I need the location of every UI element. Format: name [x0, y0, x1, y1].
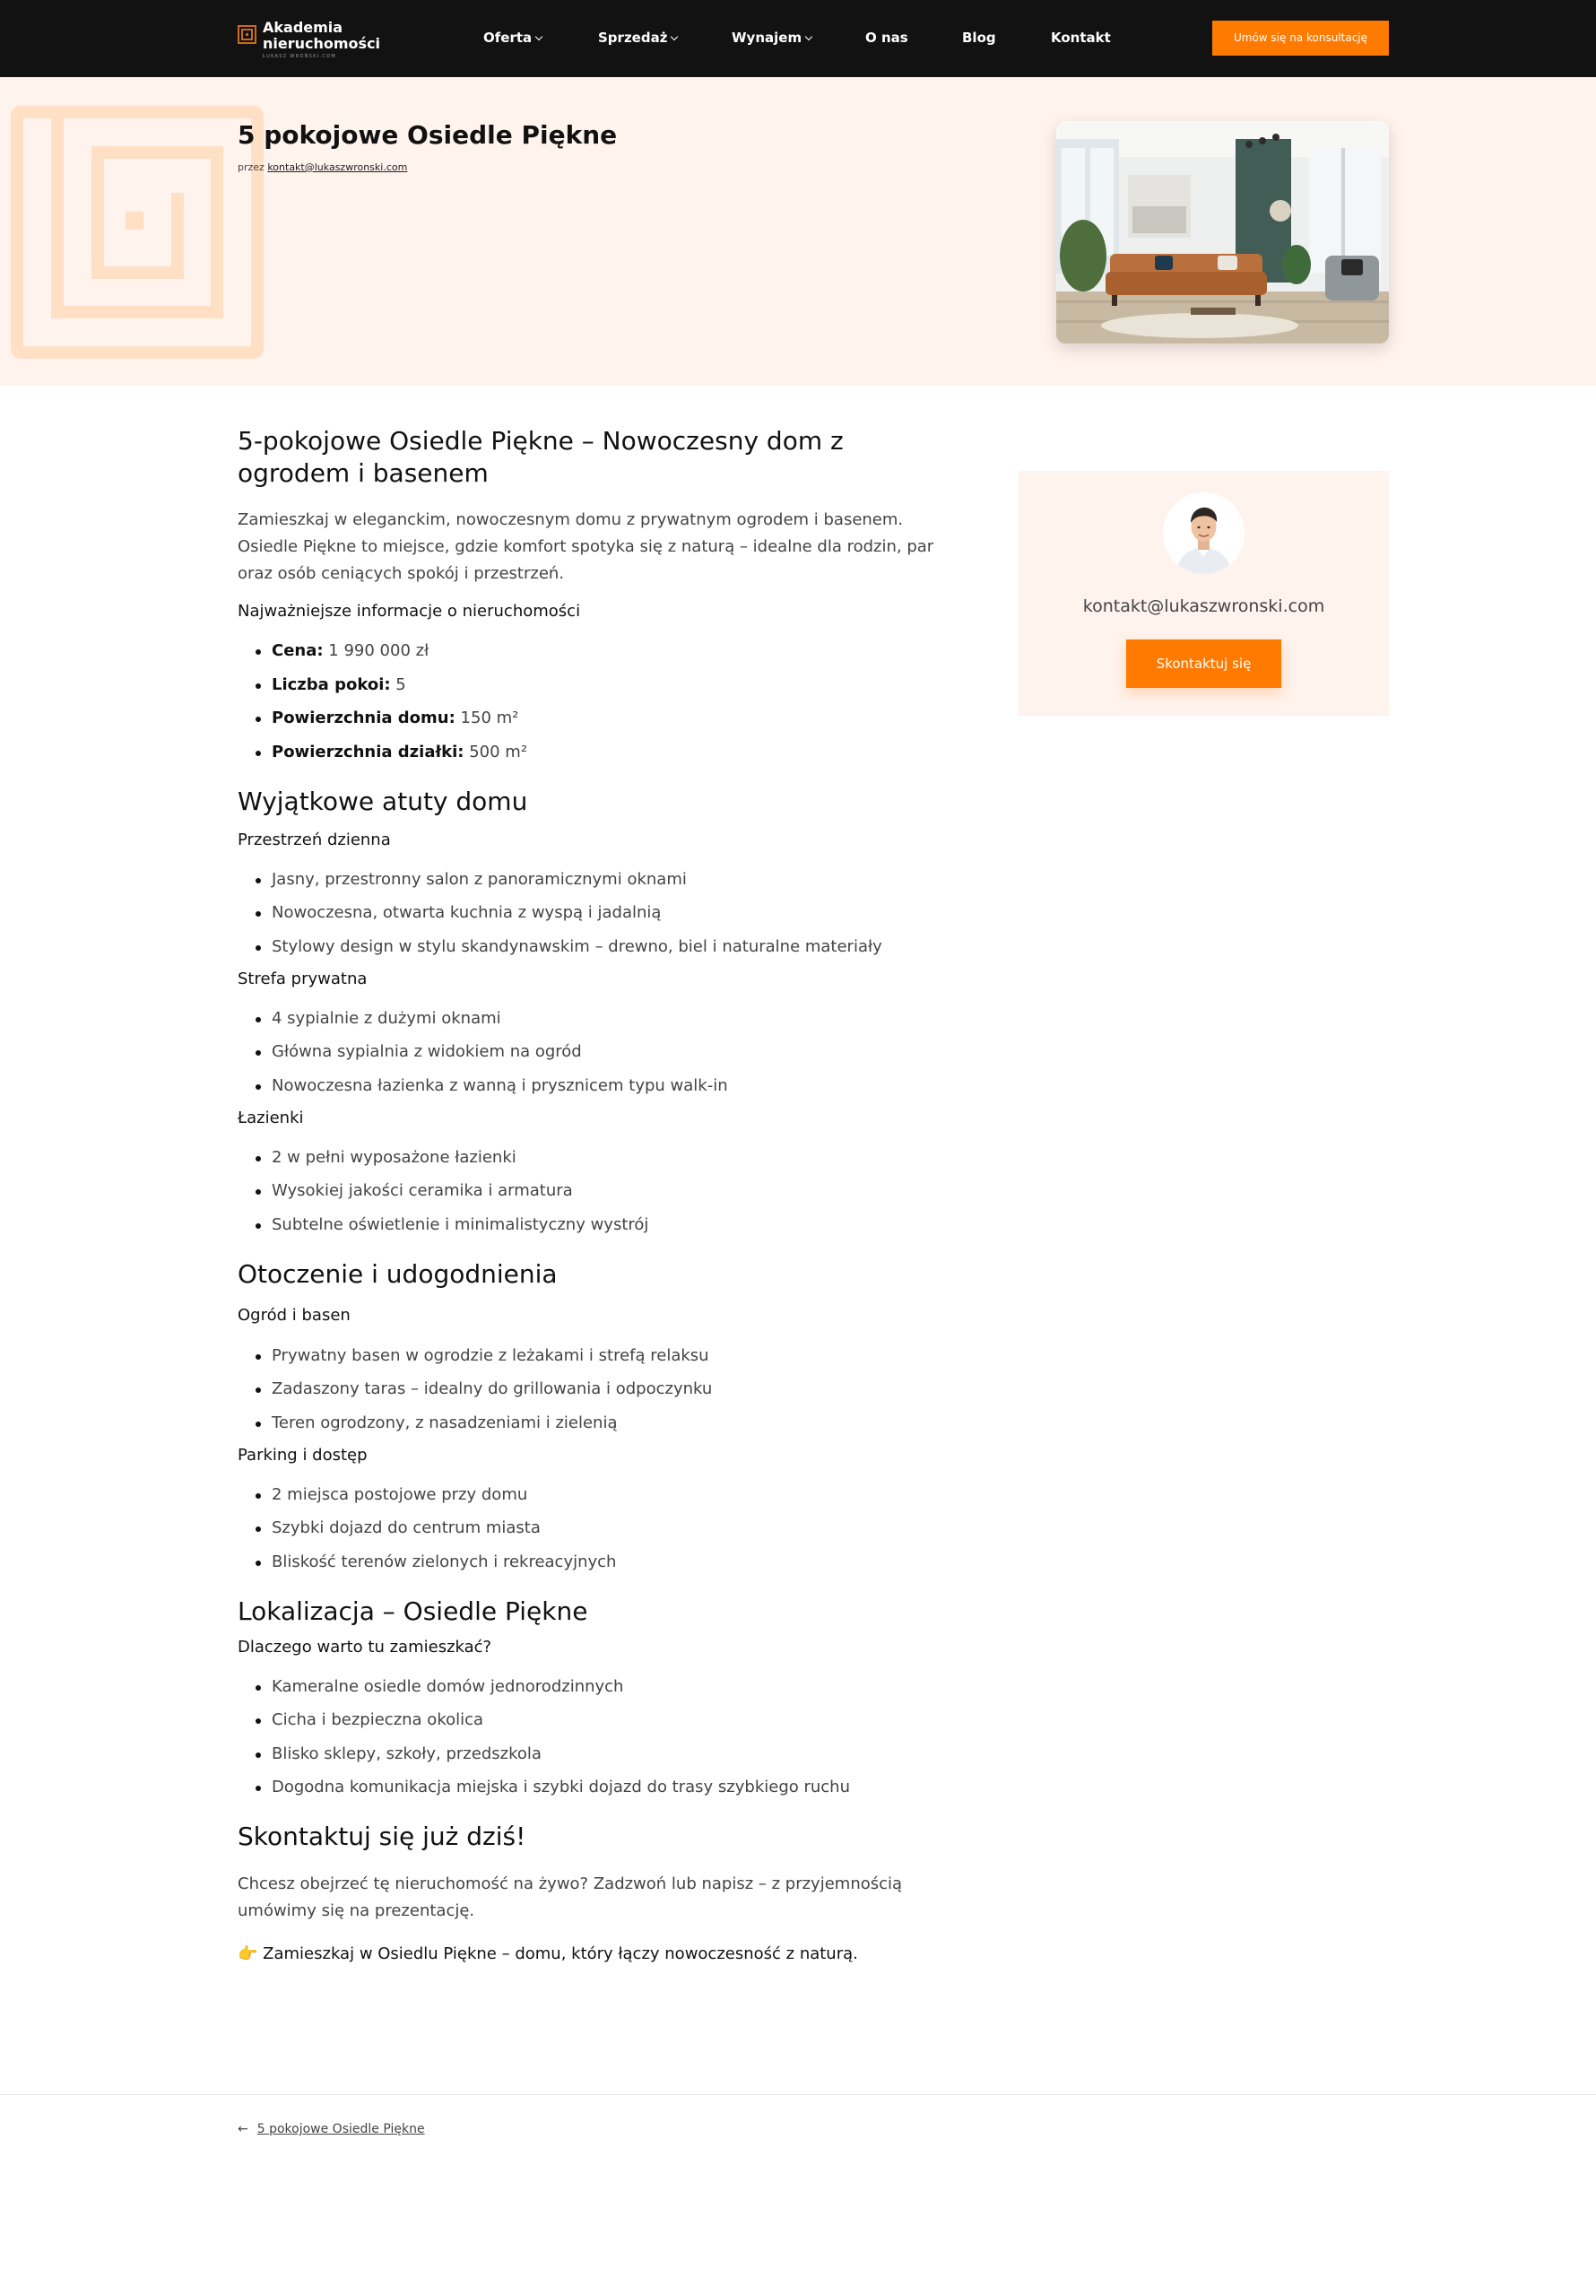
contact-heading: Skontaktuj się już dziś! — [238, 1822, 526, 1851]
parking-list — [238, 1482, 937, 1576]
arrow-left-icon: ← — [238, 2122, 248, 2136]
nav-item-sprzedaz[interactable] — [598, 29, 677, 47]
list-item: Jasny, przestronny salon z panoramicznymi oknami — [238, 866, 937, 893]
rooms-value: 5 — [390, 674, 406, 694]
key-info-item-rooms — [238, 672, 937, 699]
surroundings-heading: Otoczenie i udogodnienia — [238, 1258, 558, 1289]
plot-area-value: 500 m² — [464, 742, 528, 761]
page-title: 5 pokojowe Osiedle Piękne — [238, 120, 618, 150]
living-area-heading: Przestrzeń dzienna — [238, 830, 391, 849]
garden-list — [238, 1343, 937, 1437]
top-navigation — [0, 0, 1596, 77]
bathrooms-list — [238, 1144, 937, 1239]
nav-item-wynajem[interactable] — [732, 29, 811, 47]
pointing-hand-icon: 👉 — [238, 1944, 258, 1963]
previous-post-link[interactable] — [238, 2122, 425, 2136]
consultation-button[interactable]: Umów się na konsultację — [1212, 21, 1389, 56]
agent-avatar — [1163, 492, 1245, 574]
list-item: 2 miejsca postojowe przy domu — [238, 1482, 937, 1509]
logo-line-2: nieruchomości — [263, 35, 381, 52]
previous-post-label: 5 pokojowe Osiedle Piękne — [256, 2122, 425, 2136]
closing-text: Zamieszkaj w Osiedlu Piękne – domu, który łączy nowoczesność z naturą. — [263, 1944, 858, 1963]
chevron-down-icon — [671, 33, 678, 40]
logo-subtitle: ŁUKASZ WROŃSKI.COM — [263, 54, 337, 59]
chevron-down-icon — [535, 33, 542, 40]
contact-button[interactable]: Skontaktuj się — [1126, 639, 1281, 688]
nav-item-kontakt[interactable] — [1051, 29, 1111, 47]
house-area-label: Powierzchnia domu: — [272, 709, 455, 727]
logo-line-1: Akademia — [263, 19, 343, 36]
plot-area-label: Powierzchnia działki: — [272, 742, 464, 761]
author-prefix: przez — [238, 161, 265, 173]
closing-line — [238, 1941, 937, 1968]
main-heading: 5-pokojowe Osiedle Piękne – Nowoczesny dom z ogrodem i basenem — [238, 426, 844, 488]
list-item: 4 sypialnie z dużymi oknami — [238, 1005, 937, 1032]
post-content — [238, 425, 937, 1968]
why-heading: Dlaczego warto tu zamieszkać? — [238, 1637, 492, 1657]
features-heading: Wyjątkowe atuty domu — [238, 786, 528, 816]
list-item: Wysokiej jakości ceramika i armatura — [238, 1178, 937, 1205]
key-info-heading: Najważniejsze informacje o nieruchomości — [238, 602, 581, 621]
property-photo[interactable] — [1056, 121, 1389, 344]
footer-divider — [0, 2094, 1596, 2095]
list-item: Zadaszony taras – idealny do grillowania i odpoczynku — [238, 1376, 937, 1403]
list-item: Bliskość terenów zielonych i rekreacyjnych — [238, 1549, 937, 1576]
house-area-value: 150 m² — [455, 709, 519, 727]
intro-paragraph: Zamieszkaj w eleganckim, nowoczesnym domu z prywatnym ogrodem i basenem. Osiedle Piękne to miejsce, gdzie komfort spotyka się z naturą – idealne dla rodzin, par oraz osób ceniących spokój i przestrzeń. — [238, 510, 934, 583]
logo-icon — [238, 25, 256, 44]
list-item: Dogodna komunikacja miejska i szybki dojazd do trasy szybkiego ruchu — [238, 1774, 937, 1801]
nav-item-oferta[interactable] — [483, 29, 542, 47]
nav-item-label: O nas — [865, 30, 908, 46]
list-item: 2 w pełni wyposażone łazienki — [238, 1144, 937, 1171]
rooms-label: Liczba pokoi: — [272, 674, 391, 694]
list-item: Szybki dojazd do centrum miasta — [238, 1515, 937, 1542]
list-item: Nowoczesna, otwarta kuchnia z wyspą i jadalnią — [238, 900, 937, 926]
nav-item-label: Oferta — [483, 30, 533, 46]
nav-item-o-nas[interactable] — [865, 29, 908, 47]
list-item: Teren ogrodzony, z nasadzeniami i zielenią — [238, 1410, 937, 1437]
chevron-down-icon — [805, 33, 812, 40]
agent-portrait-image — [1163, 492, 1245, 574]
price-value: 1 990 000 zł — [323, 641, 429, 660]
living-room-image — [1056, 121, 1389, 344]
price-label: Cena: — [272, 641, 324, 660]
list-item: Nowoczesna łazienka z wanną i prysznicem typu walk-in — [238, 1073, 937, 1100]
list-item: Stylowy design w stylu skandynawskim – drewno, biel i naturalne materiały — [238, 934, 937, 961]
hero-banner — [0, 77, 1596, 386]
list-item: Prywatny basen w ogrodzie z leżakami i strefą relaksu — [238, 1343, 937, 1370]
nav-item-label: Wynajem — [732, 30, 802, 46]
location-heading: Lokalizacja – Osiedle Piękne — [238, 1596, 588, 1626]
key-info-item-house-area — [238, 705, 937, 732]
list-item: Cicha i bezpieczna okolica — [238, 1707, 937, 1734]
private-zone-list — [238, 1005, 937, 1100]
list-item: Kameralne osiedle domów jednorodzinnych — [238, 1674, 937, 1700]
decorative-logo-pattern — [11, 106, 264, 359]
agent-contact-card — [1019, 471, 1389, 716]
post-author — [238, 161, 407, 173]
bathrooms-heading: Łazienki — [238, 1108, 304, 1127]
garden-heading: Ogród i basen — [238, 1305, 351, 1325]
private-zone-heading: Strefa prywatna — [238, 969, 368, 988]
list-item: Subtelne oświetlenie i minimalistyczny wystrój — [238, 1212, 937, 1239]
key-info-list — [238, 638, 937, 766]
list-item: Blisko sklepy, szkoły, przedszkola — [238, 1741, 937, 1768]
key-info-item-price — [238, 638, 937, 665]
nav-item-blog[interactable] — [962, 29, 996, 47]
why-list — [238, 1674, 937, 1802]
parking-heading: Parking i dostęp — [238, 1445, 368, 1465]
list-item: Główna sypialnia z widokiem na ogród — [238, 1039, 937, 1065]
living-area-list — [238, 866, 937, 961]
agent-email[interactable]: kontakt@lukaszwronski.com — [1082, 596, 1325, 616]
key-info-item-plot-area — [238, 739, 937, 766]
author-email-link[interactable]: kontakt@lukaszwronski.com — [267, 161, 408, 173]
contact-paragraph: Chcesz obejrzeć tę nieruchomość na żywo? Zadzwoń lub napisz – z przyjemnością umówimy się na prezentację. — [238, 1874, 903, 1920]
nav-item-label: Sprzedaż — [598, 30, 668, 46]
logo-text — [263, 20, 415, 52]
nav-item-label: Blog — [962, 30, 996, 46]
nav-item-label: Kontakt — [1051, 30, 1111, 46]
